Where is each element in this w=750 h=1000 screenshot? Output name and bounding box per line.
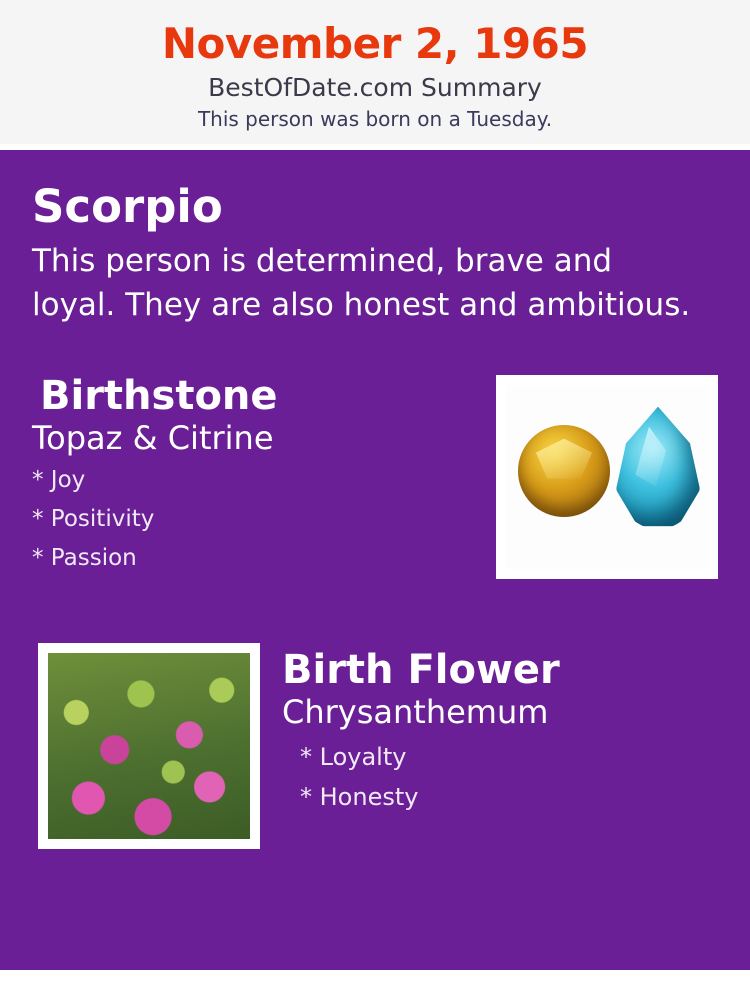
page-title: November 2, 1965 xyxy=(161,19,589,68)
birthstone-trait: * Passion xyxy=(32,545,137,572)
birthstone-title: Birthstone xyxy=(40,372,278,419)
card-header xyxy=(0,0,750,144)
born-day-note: This person was born on a Tuesday. xyxy=(197,106,553,131)
birthstone-photo-inner xyxy=(506,385,708,569)
birthstone-trait: * Positivity xyxy=(32,506,155,533)
zodiac-sign-title: Scorpio xyxy=(32,179,223,233)
birth-flower-trait: * Loyalty xyxy=(300,742,407,771)
birthstone-section xyxy=(32,372,718,605)
birthstone-text xyxy=(32,372,462,572)
zodiac-description: This person is determined, brave and loyal. They are also honest and ambitious. xyxy=(32,242,691,323)
topaz-gem-icon xyxy=(616,407,700,529)
birth-flower-name: Chrysanthemum xyxy=(282,692,549,731)
birth-flower-section xyxy=(32,643,718,863)
site-summary-label: BestOfDate.com Summary xyxy=(208,73,542,103)
birth-flower-text xyxy=(282,643,718,811)
birthstone-names: Topaz & Citrine xyxy=(32,418,274,457)
birth-flower-photo xyxy=(38,643,260,849)
main-panel xyxy=(0,150,750,970)
birth-flower-title: Birth Flower xyxy=(282,646,560,693)
birthstone-trait: * Joy xyxy=(32,466,86,493)
panel-content xyxy=(0,179,750,863)
citrine-gem-icon xyxy=(518,425,610,517)
birth-flower-photo-inner xyxy=(48,653,250,839)
birth-flower-trait: * Honesty xyxy=(300,783,419,812)
birthstone-photo xyxy=(496,375,718,579)
